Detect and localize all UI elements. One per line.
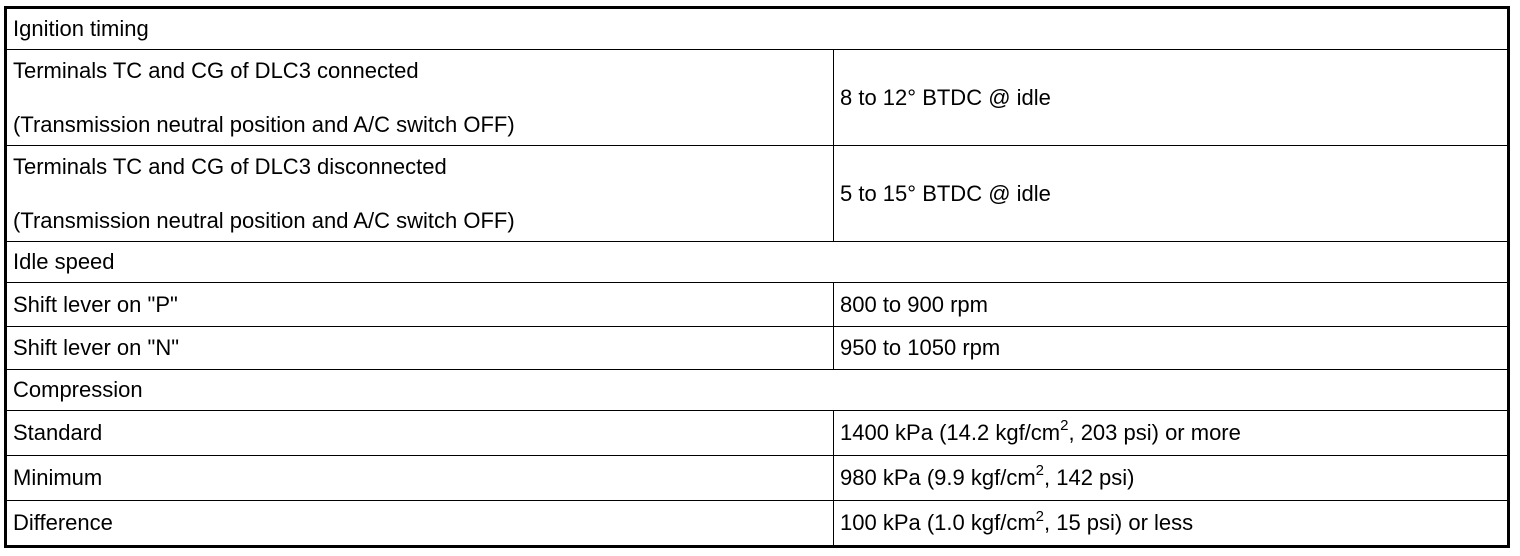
section-header-row <box>6 242 1509 283</box>
condition-cell: Shift lever on "P" <box>6 283 834 326</box>
value-cell: 950 to 1050 rpm <box>834 326 1509 369</box>
section-header-row <box>6 8 1509 50</box>
value-text: , 203 psi) or more <box>1068 419 1241 445</box>
table-row <box>6 500 1509 546</box>
superscript: 2 <box>1060 417 1069 435</box>
value-text: , 15 psi) or less <box>1044 509 1194 535</box>
value-cell: 800 to 900 rpm <box>834 283 1509 326</box>
value-text: , 142 psi) <box>1044 464 1135 490</box>
value-text: 100 kPa (1.0 kgf/cm <box>840 509 1036 535</box>
value-text: 1400 kPa (14.2 kgf/cm <box>840 419 1061 445</box>
value-cell: 5 to 15° BTDC @ idle <box>834 146 1509 242</box>
table-row <box>6 410 1509 455</box>
table-row <box>6 455 1509 500</box>
value-cell: 8 to 12° BTDC @ idle <box>834 50 1509 146</box>
table-row <box>6 146 1509 242</box>
superscript: 2 <box>1035 462 1044 480</box>
section-header-row <box>6 369 1509 410</box>
table-row <box>6 283 1509 326</box>
section-header-compression: Compression <box>6 369 1509 410</box>
condition-note: (Transmission neutral position and A/C switch OFF) <box>13 111 515 137</box>
condition-cell: Standard <box>6 410 834 455</box>
condition-note: (Transmission neutral position and A/C switch OFF) <box>13 207 515 233</box>
condition-cell <box>6 146 834 242</box>
condition-cell: Difference <box>6 500 834 546</box>
section-header-idle-speed: Idle speed <box>6 242 1509 283</box>
superscript: 2 <box>1035 507 1044 525</box>
condition-cell: Shift lever on "N" <box>6 326 834 369</box>
value-cell <box>834 410 1509 455</box>
specification-table <box>4 6 1510 548</box>
condition-text: Terminals TC and CG of DLC3 disconnected <box>13 153 447 179</box>
condition-cell: Minimum <box>6 455 834 500</box>
section-header-ignition-timing: Ignition timing <box>6 8 1509 50</box>
value-cell <box>834 455 1509 500</box>
condition-text: Terminals TC and CG of DLC3 connected <box>13 57 419 83</box>
table-row <box>6 50 1509 146</box>
condition-cell <box>6 50 834 146</box>
value-cell <box>834 500 1509 546</box>
value-text: 980 kPa (9.9 kgf/cm <box>840 464 1036 490</box>
table-row <box>6 326 1509 369</box>
